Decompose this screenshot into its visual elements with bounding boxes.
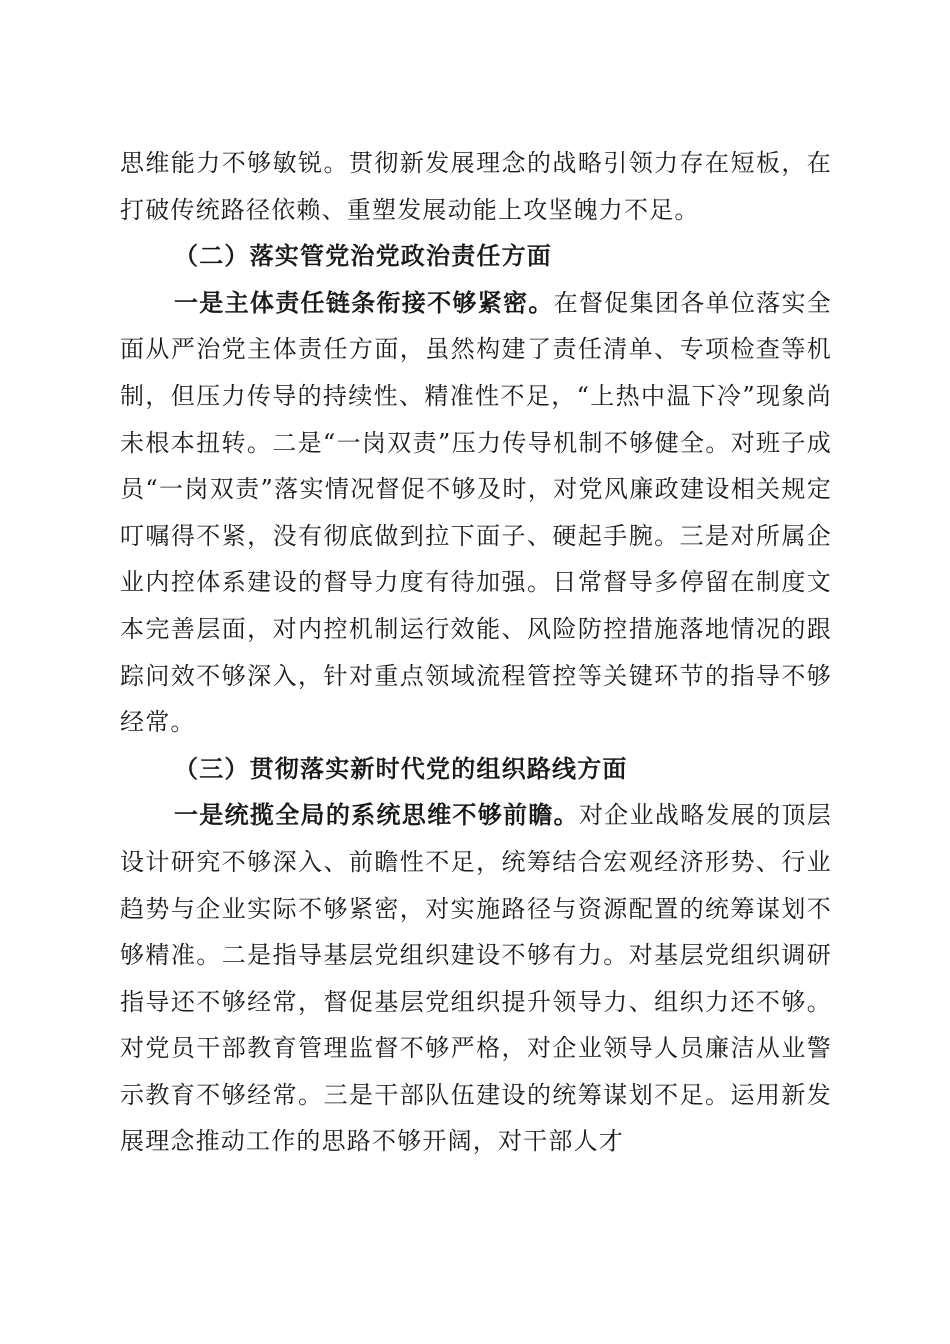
document-body (120, 140, 832, 1165)
paragraph-lead: 一是主体责任链条衔接不够紧密。 (174, 287, 554, 317)
body-paragraph-3 (120, 792, 832, 1165)
section-heading-3: （三）贯彻落实新时代党的组织路线方面 (174, 753, 628, 783)
paragraph-text: 对企业战略发展的顶层设计研究不够深入、前瞻性不足，统筹结合宏观经济形势、行业趋势与企业实际不够紧密，对实施路径与资源配置的统筹谋划不够精准。二是指导基层党组织建设不够有力。对基层党组织调研指导还不够经常，督促基层党组织提升领导力、组织力还不够。对党员干部教育管理监督不够严格，对企业领导人员廉洁从业警示教育不够经常。三是干部队伍建设的统筹谋划不足。运用新发展理念推动工作的思路不够开阔，对干部人才 (120, 801, 833, 1156)
body-paragraph-2 (120, 280, 832, 746)
paragraph-lead: 一是统揽全局的系统思维不够前瞻。 (174, 800, 579, 830)
continuation-paragraph: 思维能力不够敏锐。贯彻新发展理念的战略引领力存在短板，在打破传统路径依赖、重塑发展动能上攻坚魄力不足。 (120, 149, 832, 224)
section-heading-2: （二）落实管党治党政治责任方面 (174, 241, 552, 271)
paragraph-text: 在督促集团各单位落实全面从严治党主体责任方面，虽然构建了责任清单、专项检查等机制，但压力传导的持续性、精准性不足，“上热中温下冷”现象尚未根本扭转。二是“一岗双责”压力传导机制不够健全。对班子成员“一岗双责”落实情况督促不够及时，对党风廉政建设相关规定叮嘱得不紧，没有彻底做到拉下面子、硬起手腕。三是对所属企业内控体系建设的督导力度有待加强。日常督导多停留在制度文本完善层面，对内控机制运行效能、风险防控措施落地情况的跟踪问效不够深入，针对重点领域流程管控等关键环节的指导不够经常。 (120, 288, 833, 737)
